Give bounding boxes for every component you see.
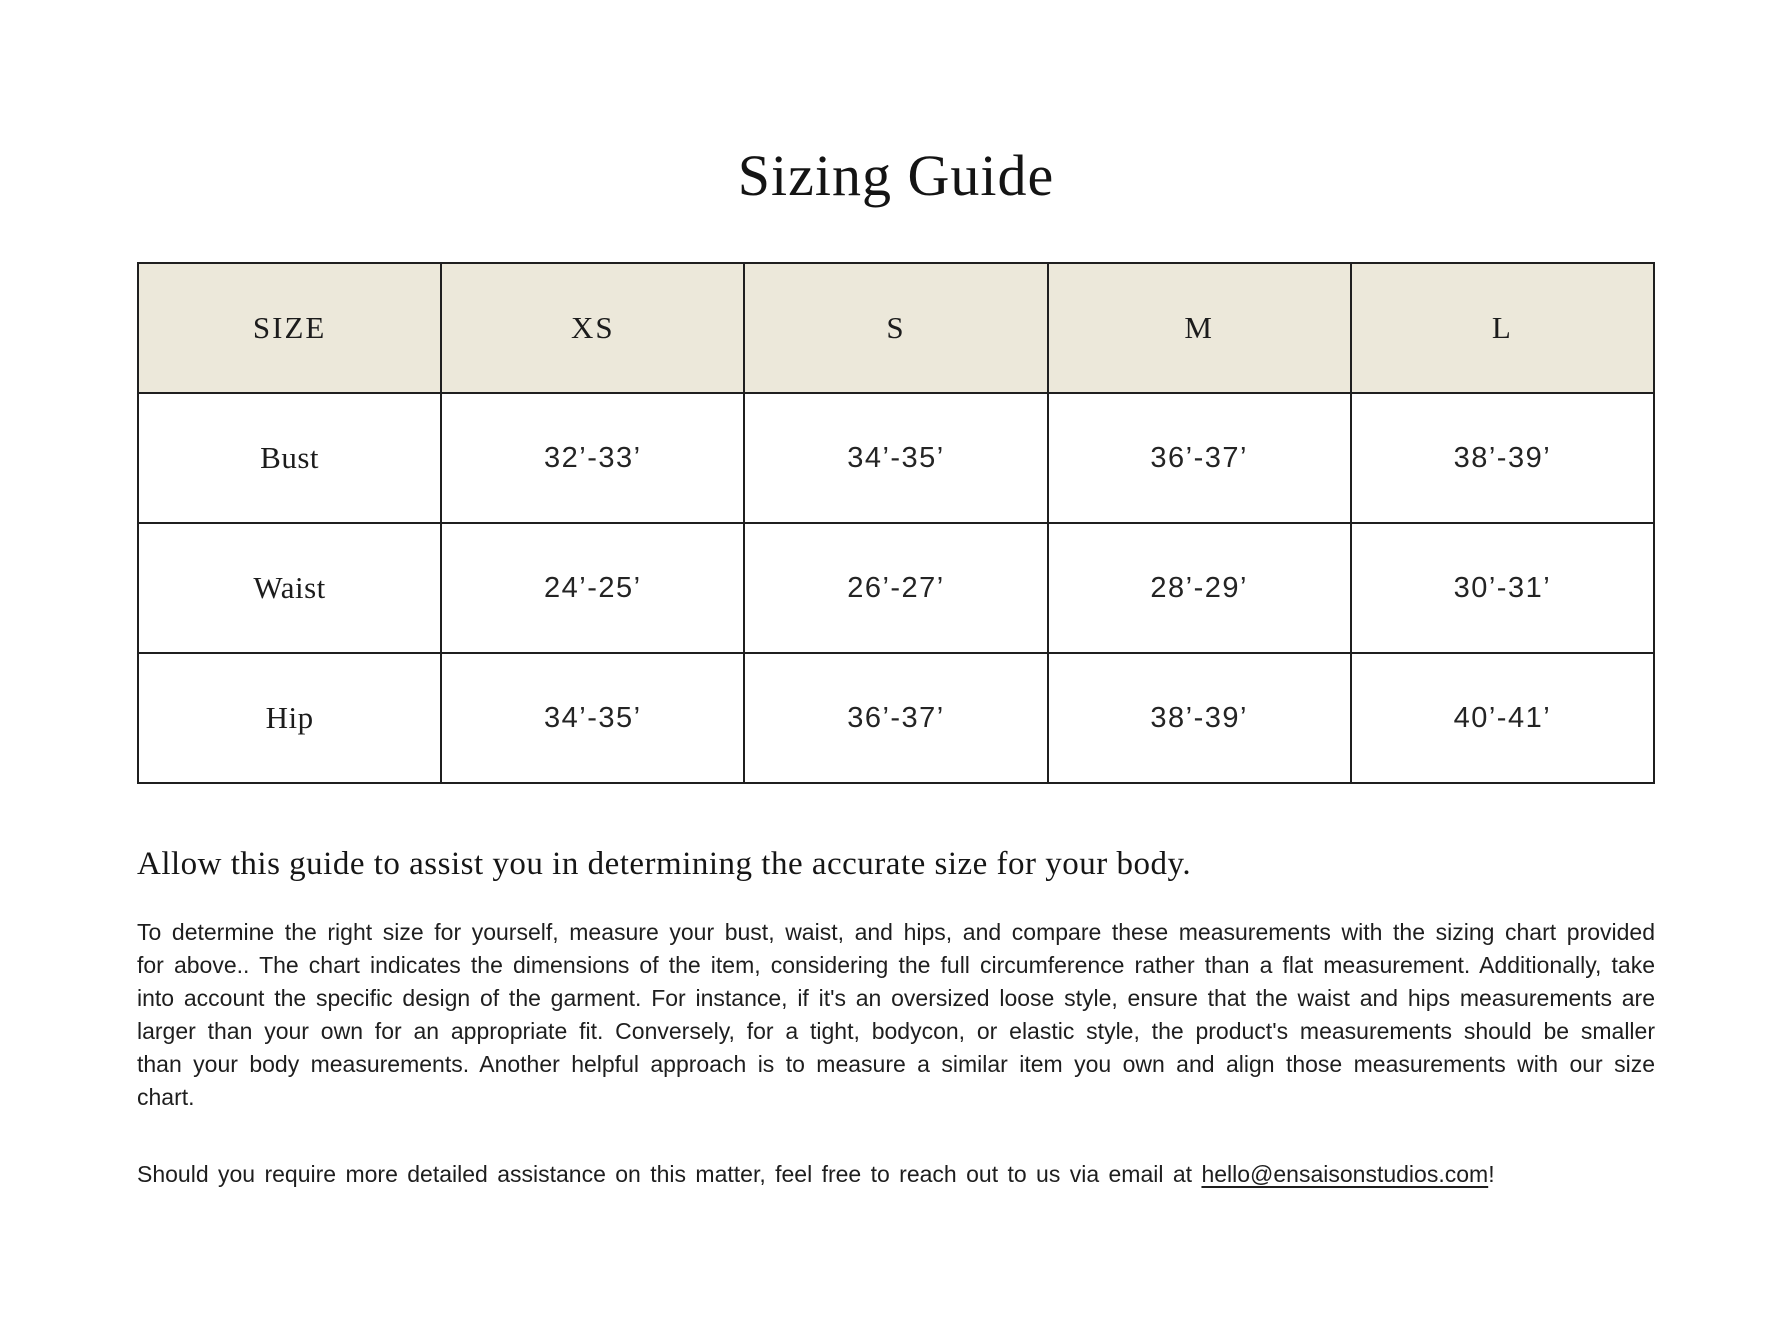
table-row-hip <box>138 653 1654 783</box>
table-row-bust <box>138 393 1654 523</box>
header-cell-s: S <box>744 263 1047 393</box>
row-label-bust: Bust <box>138 393 441 523</box>
contact-paragraph <box>137 1158 1655 1191</box>
header-cell-xs: XS <box>441 263 744 393</box>
hip-s-value: 36’-37’ <box>744 653 1047 783</box>
waist-s-value: 26’-27’ <box>744 523 1047 653</box>
size-table <box>137 262 1655 784</box>
table-row-waist <box>138 523 1654 653</box>
page-title: Sizing Guide <box>737 143 1055 208</box>
size-table-header <box>138 263 1654 393</box>
row-label-hip: Hip <box>138 653 441 783</box>
email-link[interactable]: hello@ensaisonstudios.com <box>1201 1161 1489 1187</box>
intro-line: Allow this guide to assist you in determining the accurate size for your body. <box>137 846 1192 882</box>
contact-text-suffix: ! <box>1488 1161 1495 1187</box>
contact-text-prefix: Should you require more detailed assistance on this matter, feel free to reach out to us via email at <box>137 1161 1202 1187</box>
bust-s-value: 34’-35’ <box>744 393 1047 523</box>
waist-xs-value: 24’-25’ <box>441 523 744 653</box>
header-cell-l: L <box>1351 263 1654 393</box>
size-table-body <box>138 393 1654 783</box>
hip-l-value: 40’-41’ <box>1351 653 1654 783</box>
header-cell-m: M <box>1048 263 1351 393</box>
hip-xs-value: 34’-35’ <box>441 653 744 783</box>
bust-m-value: 36’-37’ <box>1048 393 1351 523</box>
bust-l-value: 38’-39’ <box>1351 393 1654 523</box>
waist-m-value: 28’-29’ <box>1048 523 1351 653</box>
bust-xs-value: 32’-33’ <box>441 393 744 523</box>
description-paragraph: To determine the right size for yourself, measure your bust, waist, and hips, and compare these measurements with the sizing chart provided for above.. The chart indicates the dimensions of the item, considering the full circumference rather than a flat measurement. Additionally, take into account the specific design of the garment. For instance, if it's an oversized loose style, ensure that the waist and hips measurements are larger than your own for an appropriate fit. Conversely, for a tight, bodycon, or elastic style, the product's measurements should be smaller than your body measurements. Another helpful approach is to measure a similar item you own and align those measurements with our size chart. <box>137 919 1655 1110</box>
waist-l-value: 30’-31’ <box>1351 523 1654 653</box>
row-label-waist: Waist <box>138 523 441 653</box>
header-cell-size: SIZE <box>138 263 441 393</box>
hip-m-value: 38’-39’ <box>1048 653 1351 783</box>
header-row <box>138 263 1654 393</box>
